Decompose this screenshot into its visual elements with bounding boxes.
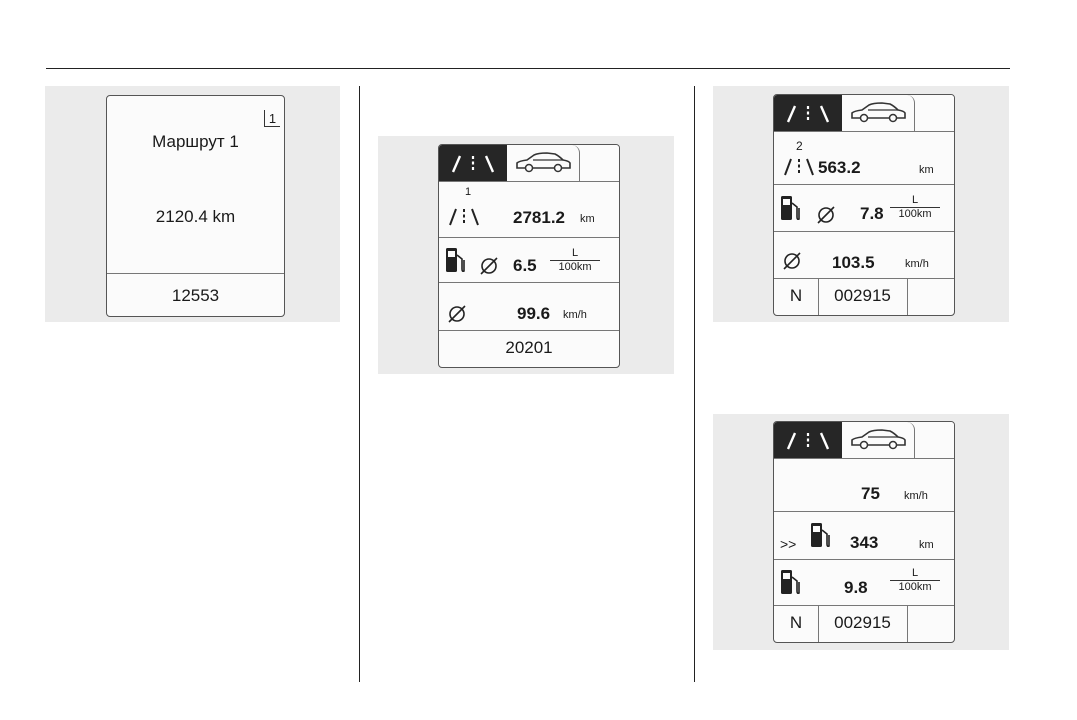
header-rule xyxy=(46,68,1010,69)
gear-indicator: N xyxy=(789,286,803,305)
tab-bar xyxy=(439,145,619,182)
average-icon xyxy=(479,256,499,276)
trip-index: 2 xyxy=(796,139,803,153)
car-icon xyxy=(507,145,579,181)
trip-display-1 xyxy=(106,95,285,317)
column-divider-left xyxy=(359,86,360,682)
divider xyxy=(907,278,908,316)
divider xyxy=(439,237,619,238)
speed-unit: km/h xyxy=(905,258,929,270)
tab-bar xyxy=(774,95,954,132)
speed-unit: km/h xyxy=(563,309,587,321)
average-icon xyxy=(816,205,836,225)
fuel-pump-icon xyxy=(445,245,467,275)
trip-number-badge: 1 xyxy=(264,110,280,127)
trip-distance-unit: km xyxy=(919,164,934,176)
divider xyxy=(439,330,619,331)
road-trip-icon xyxy=(774,422,842,458)
odometer: 20201 xyxy=(505,338,553,357)
road-trip-icon xyxy=(439,145,507,181)
current-speed: 75 xyxy=(861,484,880,503)
fuel-pump-icon xyxy=(780,193,802,223)
trip-display-3 xyxy=(773,94,955,316)
fuel-consumption: 7.8 xyxy=(860,204,884,223)
trip-display-2 xyxy=(438,144,620,368)
tab-trip xyxy=(774,95,842,131)
average-icon xyxy=(447,304,467,324)
speed-unit: km/h xyxy=(904,490,928,502)
trip-distance: 2781.2 xyxy=(513,208,565,227)
fuel-consumption: 6.5 xyxy=(513,256,537,275)
car-icon xyxy=(842,95,914,131)
route-label: Маршрут 1 xyxy=(152,132,239,151)
tab-vehicle xyxy=(507,145,580,181)
divider xyxy=(774,278,954,279)
average-icon xyxy=(782,251,802,271)
divider xyxy=(774,559,954,560)
fuel-consumption: 9.8 xyxy=(844,578,868,597)
route-distance: 2120.4 km xyxy=(155,207,236,226)
trip-distance: 563.2 xyxy=(818,158,861,177)
tab-bar xyxy=(774,422,954,459)
column-divider-right xyxy=(694,86,695,682)
fuel-unit: $\frac{L}{100km}$ xyxy=(550,247,600,274)
gear-indicator: N xyxy=(789,613,803,632)
road-trip-icon xyxy=(774,95,842,131)
divider xyxy=(774,605,954,606)
fuel-unit: $\frac{L}{100km}$ xyxy=(890,194,940,221)
divider xyxy=(774,511,954,512)
range-prefix: >> xyxy=(780,536,797,552)
trip-distance-unit: km xyxy=(580,213,595,225)
divider xyxy=(774,231,954,232)
odometer: 002915 xyxy=(834,286,891,305)
tab-vehicle xyxy=(842,95,915,131)
trip-index: 1 xyxy=(465,186,472,198)
divider xyxy=(774,184,954,185)
car-icon xyxy=(842,422,914,458)
average-speed: 99.6 xyxy=(517,304,551,323)
average-speed: 103.5 xyxy=(832,253,875,272)
tab-vehicle xyxy=(842,422,915,458)
fuel-pump-icon xyxy=(810,520,832,550)
fuel-unit: $\frac{L}{100km}$ xyxy=(890,567,940,594)
tab-trip xyxy=(774,422,842,458)
divider xyxy=(107,273,284,274)
divider xyxy=(907,605,908,643)
range-value: 343 xyxy=(850,533,879,552)
fuel-pump-icon xyxy=(780,567,802,597)
divider xyxy=(439,282,619,283)
vehicle-display xyxy=(773,421,955,643)
odometer: 002915 xyxy=(834,613,891,632)
tab-trip xyxy=(439,145,507,181)
range-unit: km xyxy=(919,539,934,551)
road-trip-icon xyxy=(447,185,481,229)
odometer: 12553 xyxy=(171,286,220,305)
